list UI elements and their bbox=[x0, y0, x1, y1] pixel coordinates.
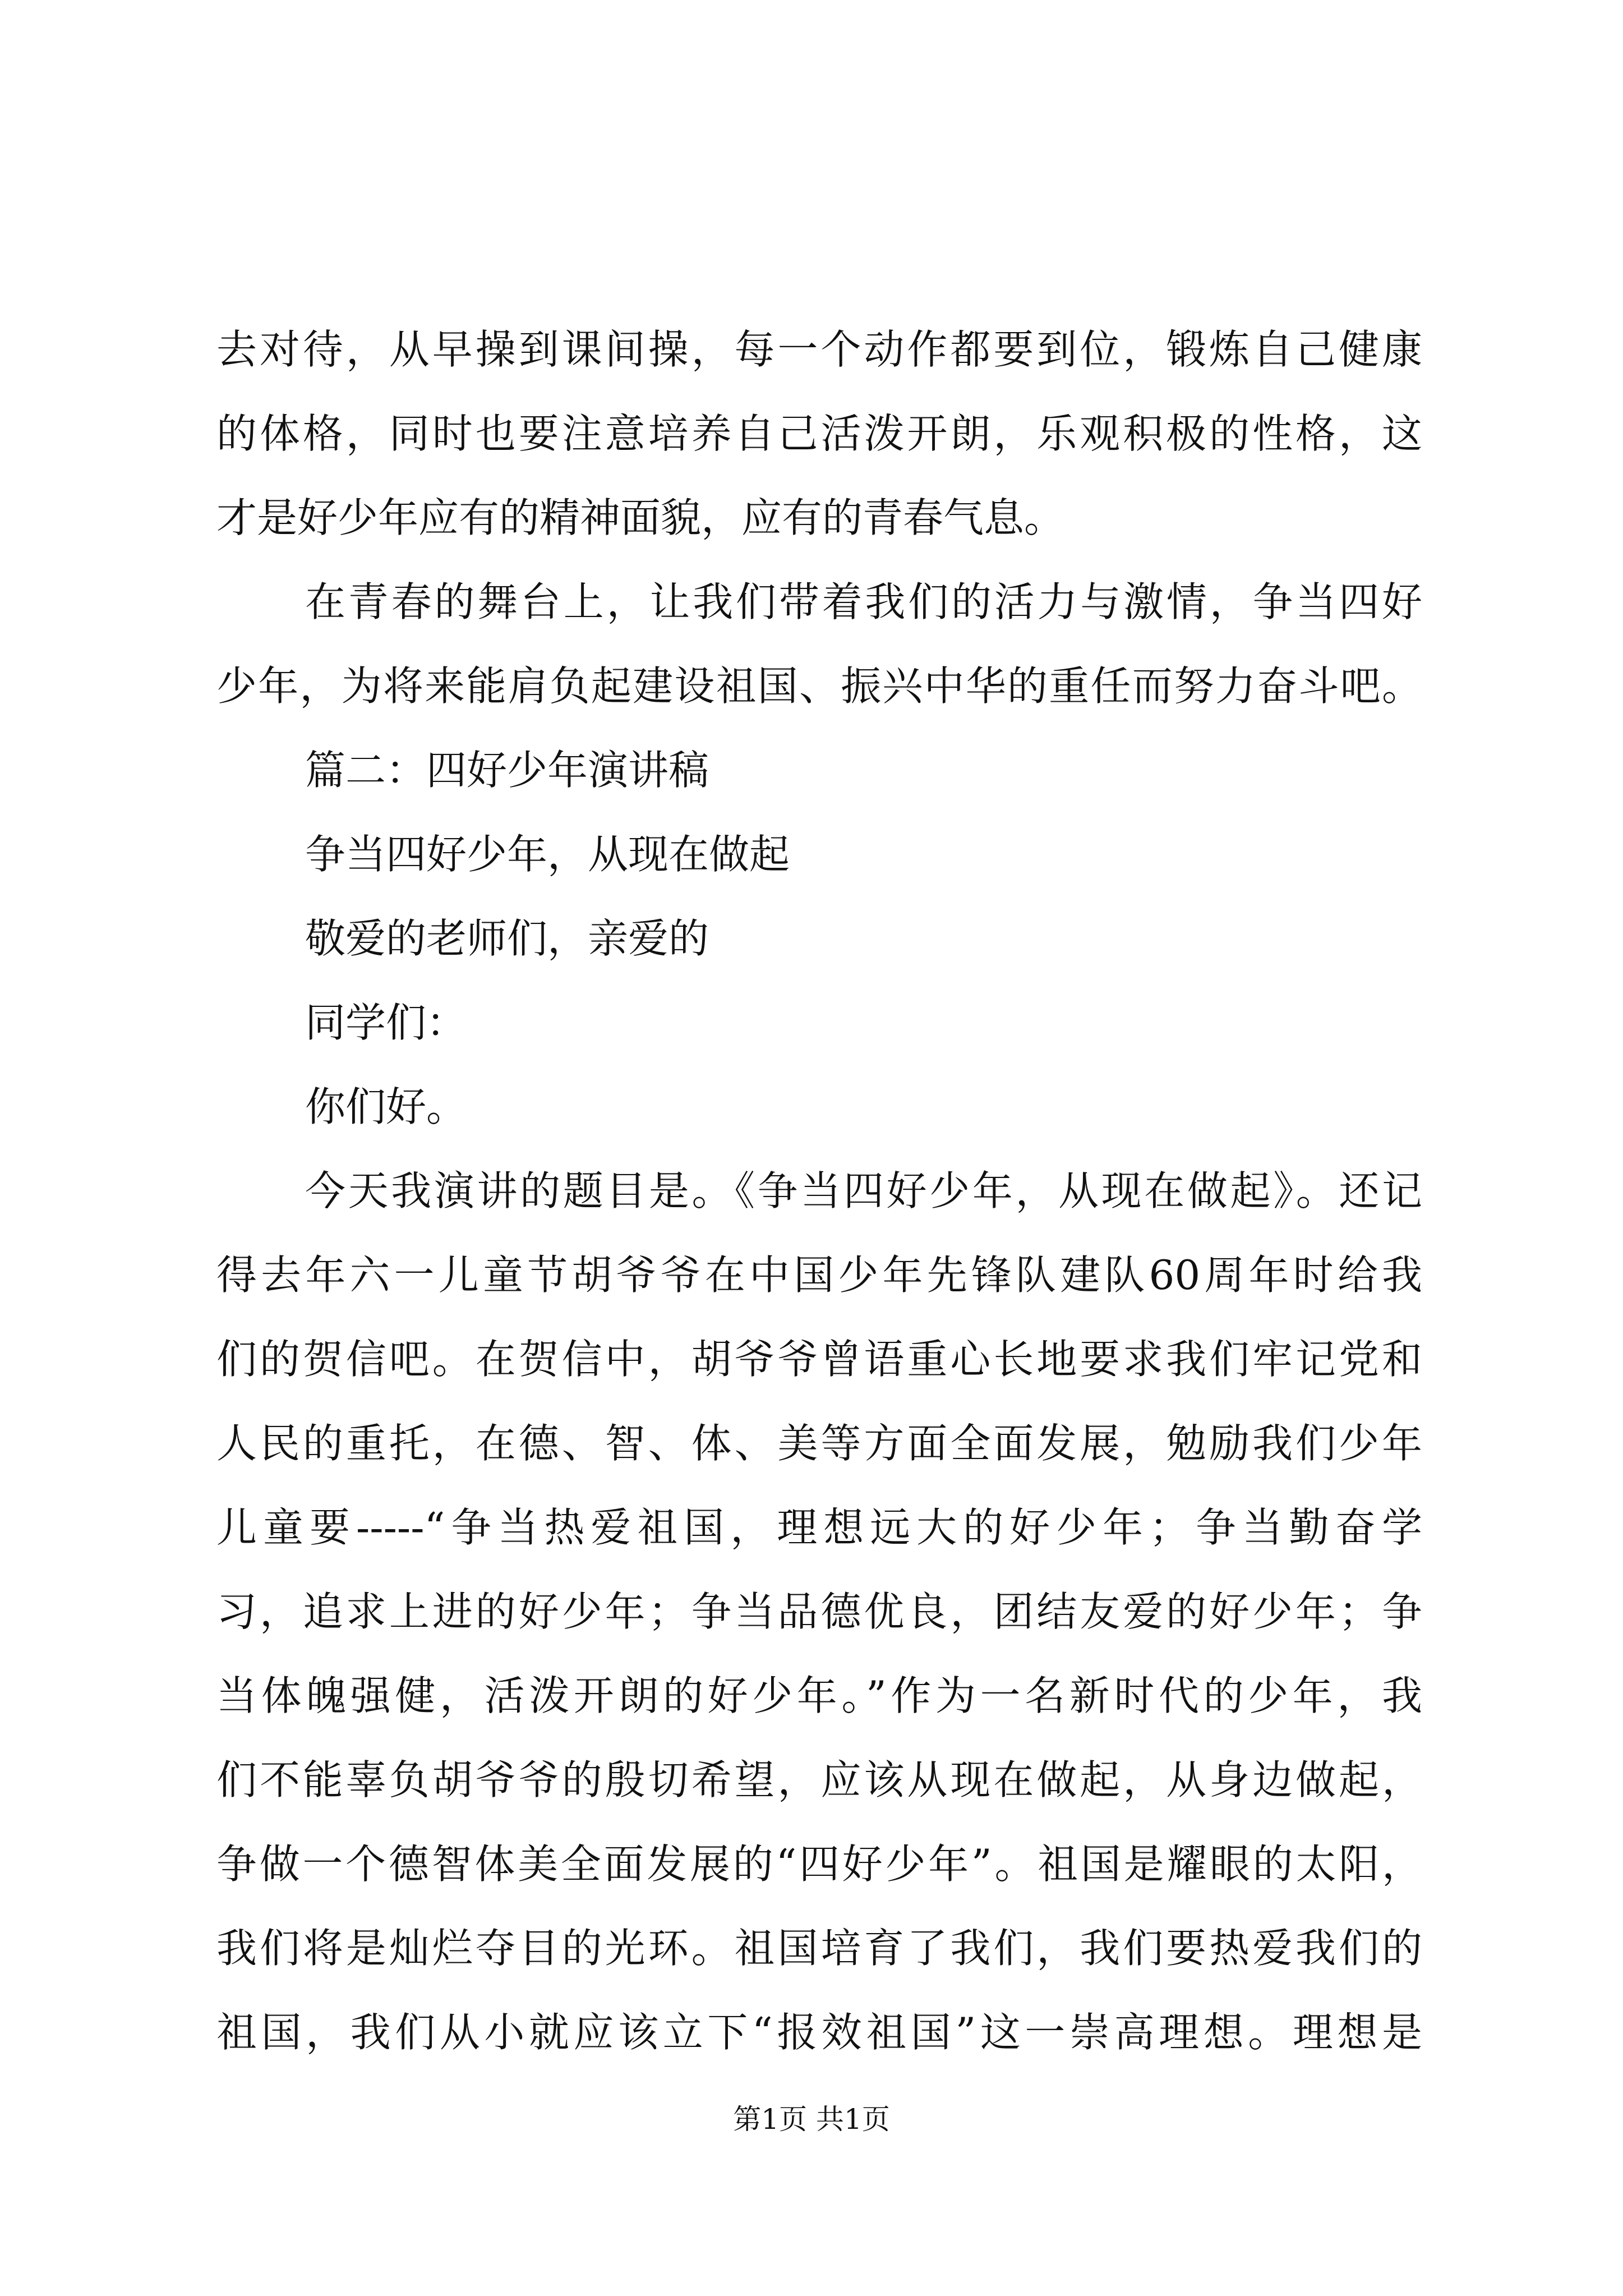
text-line: 今天我演讲的题目是。《争当四好少年，从现在做起》。还记 bbox=[305, 1167, 1422, 1214]
salutation-line: 同学们： bbox=[305, 999, 467, 1046]
text-line: 才是好少年应有的精神面貌，应有的青春气息。 bbox=[216, 494, 1065, 541]
text-line: 的体格，同时也要注意培养自己活泼开朗，乐观积极的性格，这 bbox=[216, 410, 1422, 457]
text-line: 儿童要-----“争当热爱祖国，理想远大的好少年；争当勤奋学 bbox=[216, 1504, 1422, 1551]
salutation-line: 敬爱的老师们，亲爱的 bbox=[305, 915, 709, 962]
text-line: 争做一个德智体美全面发展的“四好少年”。祖国是耀眼的太阳， bbox=[216, 1841, 1422, 1888]
body-text bbox=[216, 307, 1422, 2074]
text-line: 少年，为将来能肩负起建设祖国、振兴中华的重任而努力奋斗吧。 bbox=[216, 662, 1422, 710]
text-line: 在青春的舞台上，让我们带着我们的活力与激情，争当四好 bbox=[305, 578, 1422, 625]
text-line: 祖国，我们从小就应该立下“报效祖国”这一崇高理想。理想是 bbox=[216, 2009, 1422, 2056]
text-line: 我们将是灿烂夺目的光环。祖国培育了我们，我们要热爱我们的 bbox=[216, 1925, 1422, 1972]
speech-title: 争当四好少年，从现在做起 bbox=[305, 831, 790, 878]
greeting-line: 你们好。 bbox=[305, 1083, 467, 1130]
text-line: 去对待，从早操到课间操，每一个动作都要到位，锻炼自己健康 bbox=[216, 326, 1422, 373]
text-line: 们不能辜负胡爷爷的殷切希望，应该从现在做起，从身边做起， bbox=[216, 1756, 1422, 1803]
text-line: 们的贺信吧。在贺信中，胡爷爷曾语重心长地要求我们牢记党和 bbox=[216, 1336, 1422, 1383]
page-number-footer: 第1页 共1页 bbox=[733, 2103, 890, 2136]
text-line: 习，追求上进的好少年；争当品德优良，团结友爱的好少年；争 bbox=[216, 1588, 1422, 1635]
text-line: 人民的重托，在德、智、体、美等方面全面发展，勉励我们少年 bbox=[216, 1420, 1422, 1467]
text-line: 当体魄强健，活泼开朗的好少年。”作为一名新时代的少年，我 bbox=[216, 1672, 1422, 1719]
text-line: 得去年六一儿童节胡爷爷在中国少年先锋队建队60周年时给我 bbox=[216, 1251, 1422, 1299]
section-heading: 篇二：四好少年演讲稿 bbox=[305, 747, 709, 794]
